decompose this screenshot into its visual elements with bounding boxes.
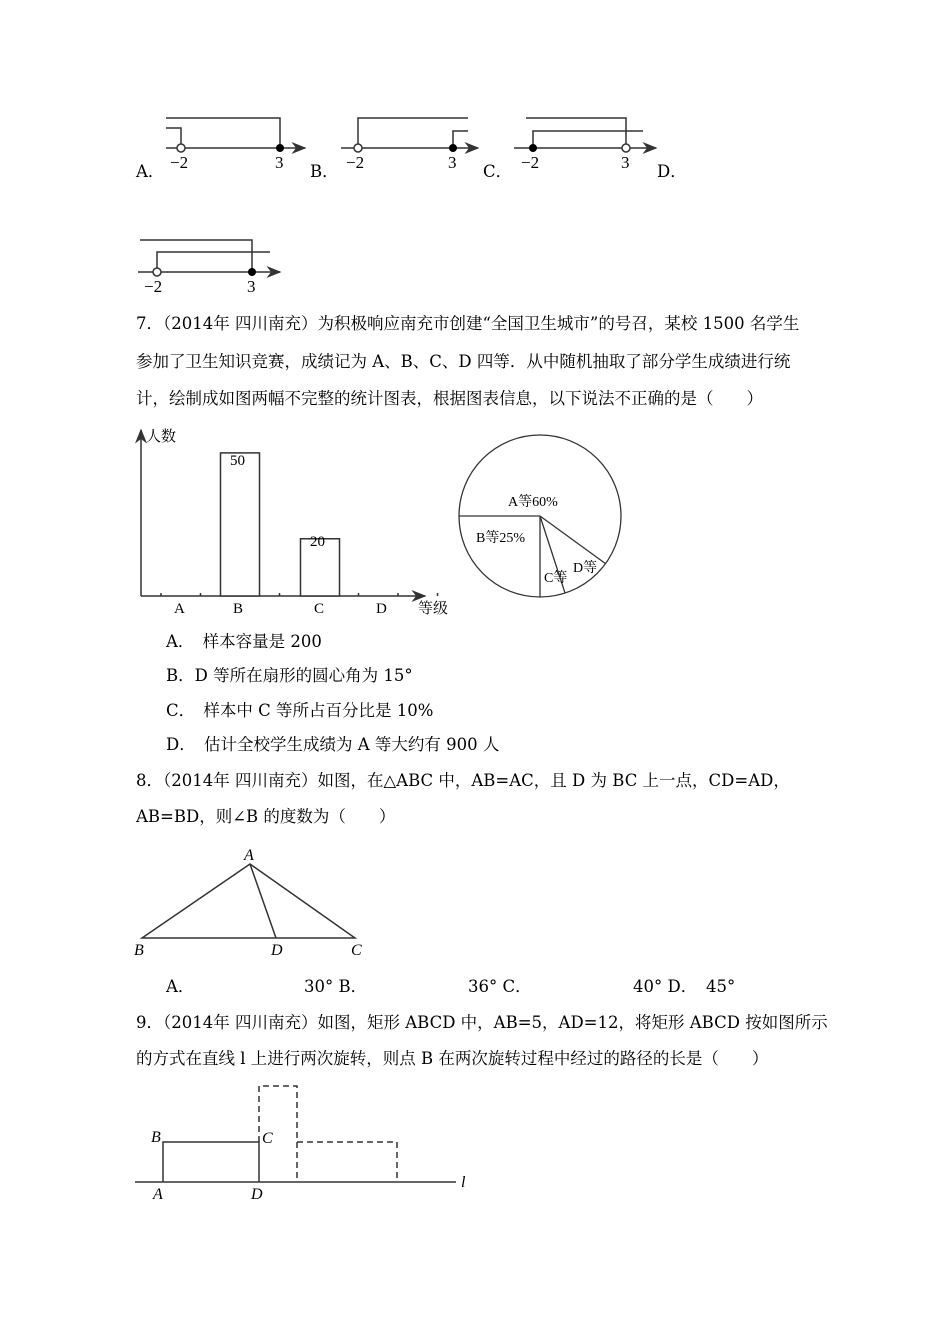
q7-option-d[interactable]: D． 估计全校学生成绩为 A 等大约有 900 人: [166, 735, 500, 754]
vertex-label: A: [153, 1186, 163, 1203]
q8-option-d[interactable]: 40° D．: [633, 977, 698, 996]
category-label: C: [314, 601, 325, 617]
data-label: 50: [230, 453, 245, 469]
pie-label-d: D等: [573, 561, 598, 576]
q6-option-d[interactable]: D．: [657, 162, 687, 181]
tick-label: 3: [448, 153, 457, 172]
category-label: A: [174, 601, 185, 617]
q8-text-line: 8．（2014年 四川南充）如图，在△ABC 中，AB=AC，且 D 为 BC 上一点，CD=AD，: [136, 771, 790, 790]
q9-text-line: 9．（2014年 四川南充）如图，矩形 ABCD 中，AB=5，AD=12，将矩形 ABCD 按如图所示: [136, 1013, 828, 1032]
q8-option-d-value[interactable]: 45°: [706, 977, 736, 996]
q6-option-b[interactable]: B．: [310, 162, 339, 181]
pie-label-a: A等60%: [508, 495, 558, 510]
x-axis-label: 等级: [418, 601, 449, 617]
category-label: B: [233, 601, 244, 617]
tick-label: 3: [621, 153, 630, 172]
vertex-label: C: [351, 942, 362, 959]
line-label: l: [461, 1174, 466, 1191]
category-label: D: [376, 601, 387, 617]
q7-option-b[interactable]: B．D 等所在扇形的圆心角为 15°: [166, 666, 413, 685]
tick-label: 3: [247, 277, 256, 296]
q8-option-c[interactable]: 36° C．: [468, 977, 532, 996]
q6-option-a[interactable]: A．: [136, 162, 165, 181]
tick-label: −2: [521, 153, 540, 172]
tick-label: −2: [170, 153, 189, 172]
q7-text-line: 7．（2014年 四川南充）为积极响应南充市创建“全国卫生城市”的号召，某校 1500 名学生: [136, 314, 800, 333]
q8-text-line: AB=BD，则∠B 的度数为（ ）: [136, 807, 396, 826]
vertex-label: B: [151, 1129, 161, 1146]
q7-text-line: 计，绘制成如图两幅不完整的统计图表，根据图表信息，以下说法不正确的是（ ）: [136, 389, 763, 408]
vertex-label: C: [262, 1130, 273, 1147]
vertex-label: D: [271, 942, 283, 959]
pie-label-c: C等: [544, 571, 568, 586]
q8-option-a[interactable]: A．: [166, 977, 195, 996]
y-axis-label: 人数: [146, 429, 177, 445]
tick-label: −2: [346, 153, 365, 172]
q9-text-line: 的方式在直线 l 上进行两次旋转，则点 B 在两次旋转过程中经过的路径的长是（ ）: [136, 1049, 769, 1068]
q6-option-c[interactable]: C．: [483, 162, 513, 181]
vertex-label: B: [134, 942, 144, 959]
tick-label: −2: [144, 277, 163, 296]
vertex-label: A: [244, 847, 254, 864]
q7-text-line: 参加了卫生知识竞赛，成绩记为 A、B、C、D 四等．从中随机抽取了部分学生成绩进行统: [136, 352, 791, 371]
q7-option-a[interactable]: A． 样本容量是 200: [166, 632, 322, 651]
data-label: 20: [310, 534, 325, 550]
tick-label: 3: [275, 153, 284, 172]
pie-label-b: B等25%: [476, 531, 525, 546]
q7-option-c[interactable]: C． 样本中 C 等所占百分比是 10%: [166, 701, 434, 720]
q8-option-b[interactable]: 30° B．: [304, 977, 368, 996]
vertex-label: D: [251, 1186, 263, 1203]
